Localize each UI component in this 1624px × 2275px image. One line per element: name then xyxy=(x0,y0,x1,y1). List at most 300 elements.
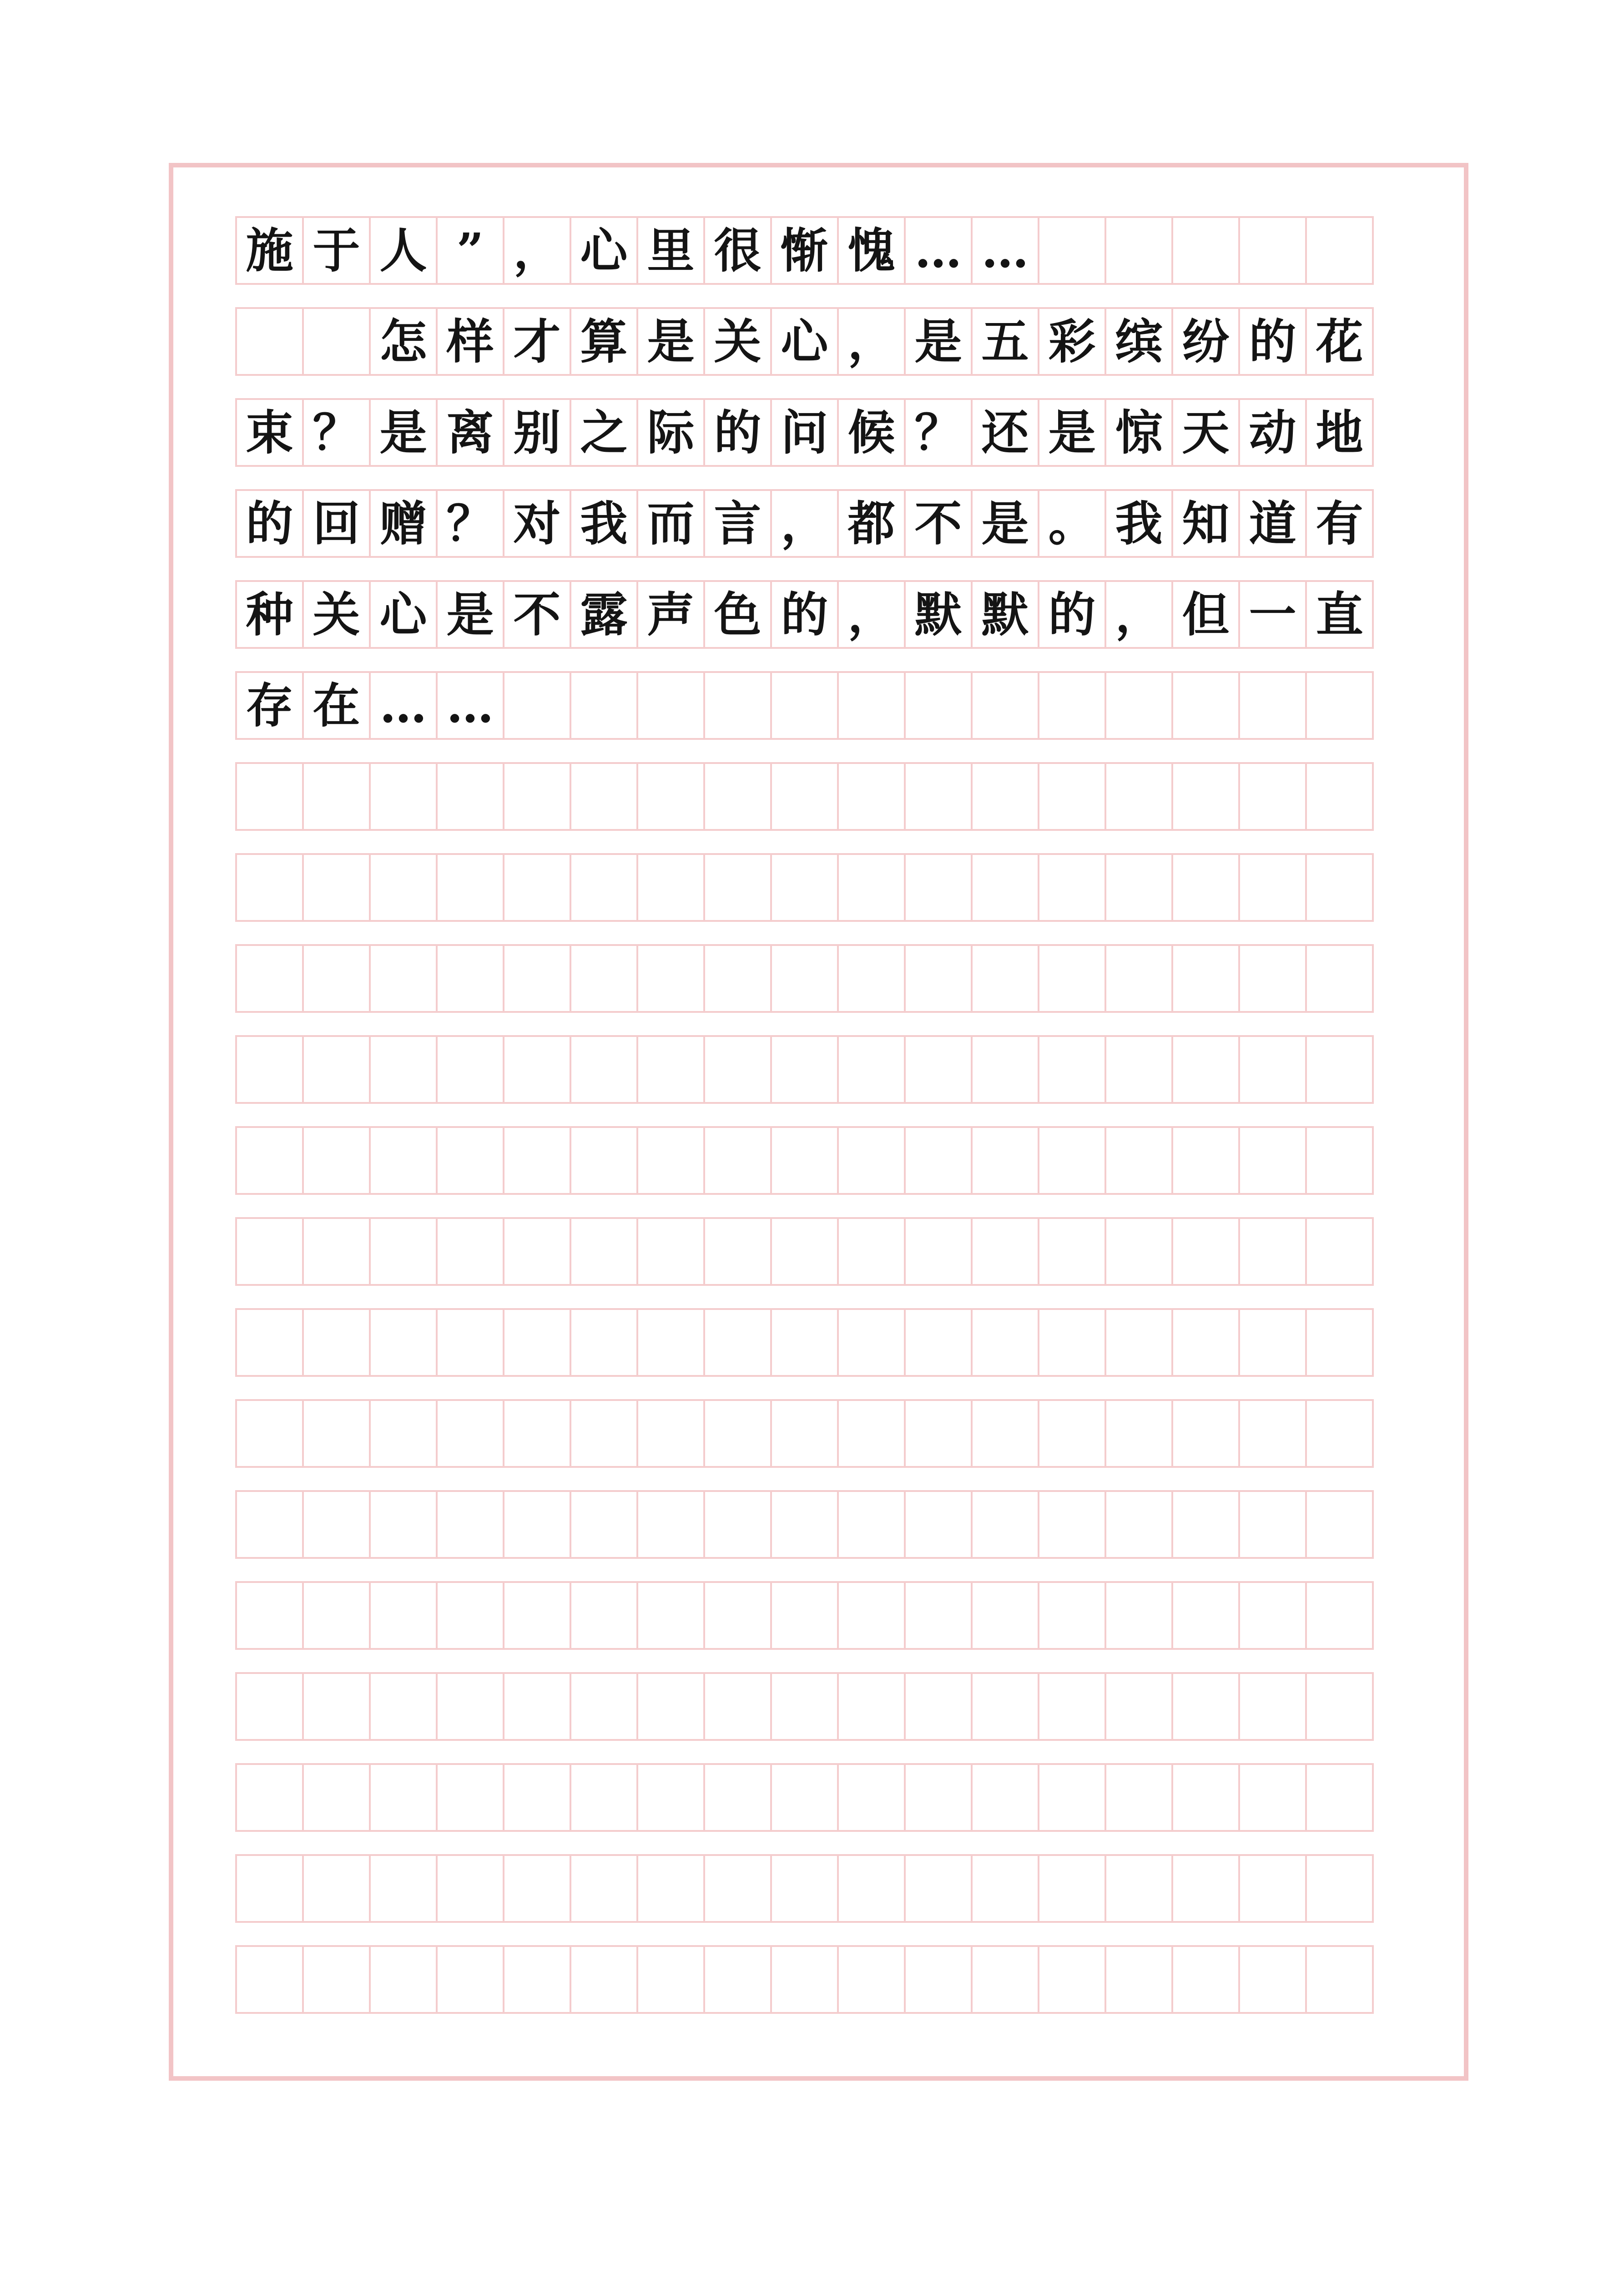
grid-cell xyxy=(971,1854,1039,1923)
grid-cell: 问 xyxy=(770,398,839,467)
grid-cell xyxy=(1238,762,1307,831)
grid-cell xyxy=(636,1035,705,1104)
grid-cell xyxy=(1171,1217,1240,1286)
grid-cell xyxy=(1038,853,1106,922)
grid-cell xyxy=(636,1126,705,1195)
grid-cell xyxy=(1238,1126,1307,1195)
grid-cell xyxy=(636,671,705,740)
grid-cell xyxy=(570,853,638,922)
grid-cell: … xyxy=(369,671,438,740)
grid-row xyxy=(235,1763,1403,1832)
grid-cell xyxy=(570,944,638,1013)
grid-cell: 缤 xyxy=(1105,307,1173,376)
grid-cell xyxy=(837,1945,906,2014)
grid-cell xyxy=(1105,1672,1173,1741)
grid-cell xyxy=(436,1217,504,1286)
grid-cell xyxy=(971,1945,1039,2014)
grid-cell xyxy=(837,1035,906,1104)
grid-cell xyxy=(837,944,906,1013)
grid-cell xyxy=(1305,1126,1374,1195)
grid-cell: 心 xyxy=(770,307,839,376)
grid-cell xyxy=(636,944,705,1013)
grid-cell: 怎 xyxy=(369,307,438,376)
grid-cell: 愧 xyxy=(837,216,906,285)
grid-cell xyxy=(1171,1126,1240,1195)
grid-cell xyxy=(904,1672,973,1741)
grid-cell xyxy=(503,1126,571,1195)
grid-cell: 花 xyxy=(1305,307,1374,376)
grid-cell: 心 xyxy=(369,580,438,649)
grid-cell xyxy=(837,1308,906,1377)
grid-cell xyxy=(1105,1490,1173,1559)
grid-cell xyxy=(436,1581,504,1650)
grid-cell: 不 xyxy=(904,489,973,558)
grid-cell xyxy=(971,944,1039,1013)
grid-cell: 但 xyxy=(1171,580,1240,649)
grid-cell xyxy=(503,1035,571,1104)
grid-cell xyxy=(1305,1763,1374,1832)
grid-cell xyxy=(770,1217,839,1286)
grid-cell xyxy=(703,1308,772,1377)
grid-cell: 离 xyxy=(436,398,504,467)
grid-cell: 别 xyxy=(503,398,571,467)
grid-cell xyxy=(503,1945,571,2014)
grid-row xyxy=(235,671,1403,740)
grid-cell xyxy=(770,1490,839,1559)
grid-cell xyxy=(703,1217,772,1286)
grid-cell xyxy=(570,1308,638,1377)
grid-cell xyxy=(1171,671,1240,740)
grid-row xyxy=(235,1581,1403,1650)
grid-cell xyxy=(1105,1217,1173,1286)
grid-cell xyxy=(436,1854,504,1923)
grid-cell xyxy=(1105,1399,1173,1468)
grid-cell xyxy=(1305,1490,1374,1559)
grid-cell xyxy=(703,671,772,740)
grid-cell xyxy=(369,1399,438,1468)
grid-cell xyxy=(1038,1854,1106,1923)
grid-cell xyxy=(904,1763,973,1832)
grid-cell xyxy=(1105,1945,1173,2014)
grid-cell xyxy=(1038,1945,1106,2014)
grid-cell xyxy=(235,1945,304,2014)
grid-cell xyxy=(570,762,638,831)
grid-cell xyxy=(235,1217,304,1286)
grid-cell: ， xyxy=(837,307,906,376)
grid-cell xyxy=(1238,671,1307,740)
grid-cell: 五 xyxy=(971,307,1039,376)
grid-cell xyxy=(904,1581,973,1650)
grid-cell xyxy=(503,1581,571,1650)
grid-cell xyxy=(904,1035,973,1104)
grid-cell xyxy=(302,1763,371,1832)
grid-cell xyxy=(904,1217,973,1286)
grid-cell xyxy=(369,1490,438,1559)
grid-cell: 纷 xyxy=(1171,307,1240,376)
grid-cell xyxy=(235,762,304,831)
grid-cell xyxy=(302,853,371,922)
grid-cell xyxy=(904,1126,973,1195)
grid-cell xyxy=(1105,1035,1173,1104)
grid-cell xyxy=(1305,853,1374,922)
grid-cell xyxy=(235,1581,304,1650)
grid-cell xyxy=(570,1945,638,2014)
grid-cell xyxy=(1238,1490,1307,1559)
grid-cell: 很 xyxy=(703,216,772,285)
grid-cell: 的 xyxy=(1038,580,1106,649)
grid-cell xyxy=(302,1308,371,1377)
grid-cell xyxy=(770,1581,839,1650)
grid-cell xyxy=(971,1399,1039,1468)
grid-cell xyxy=(1171,1035,1240,1104)
grid-row xyxy=(235,398,1403,467)
grid-row xyxy=(235,944,1403,1013)
grid-cell xyxy=(904,853,973,922)
grid-row xyxy=(235,1217,1403,1286)
grid-cell xyxy=(837,1490,906,1559)
grid-cell xyxy=(503,1308,571,1377)
grid-row xyxy=(235,307,1403,376)
grid-cell xyxy=(837,1854,906,1923)
grid-row xyxy=(235,489,1403,558)
grid-cell xyxy=(302,944,371,1013)
grid-cell xyxy=(503,762,571,831)
grid-cell xyxy=(1238,1763,1307,1832)
grid-cell xyxy=(302,1399,371,1468)
grid-cell xyxy=(1238,1399,1307,1468)
grid-cell xyxy=(302,762,371,831)
grid-cell xyxy=(770,1308,839,1377)
grid-cell xyxy=(904,1854,973,1923)
grid-cell: 样 xyxy=(436,307,504,376)
grid-cell xyxy=(302,1035,371,1104)
grid-cell: 里 xyxy=(636,216,705,285)
grid-cell xyxy=(703,1490,772,1559)
grid-cell xyxy=(1238,1035,1307,1104)
grid-cell: 知 xyxy=(1171,489,1240,558)
grid-cell xyxy=(1238,1945,1307,2014)
grid-cell xyxy=(302,1217,371,1286)
grid-cell xyxy=(703,1126,772,1195)
grid-cell xyxy=(1305,1945,1374,2014)
grid-cell xyxy=(436,1399,504,1468)
grid-cell xyxy=(1238,944,1307,1013)
grid-cell: 地 xyxy=(1305,398,1374,467)
grid-cell xyxy=(1305,1308,1374,1377)
grid-cell xyxy=(1171,1945,1240,2014)
grid-cell xyxy=(1171,944,1240,1013)
grid-cell xyxy=(636,853,705,922)
grid-cell xyxy=(904,1399,973,1468)
grid-cell xyxy=(636,1854,705,1923)
grid-cell xyxy=(1105,1126,1173,1195)
grid-cell xyxy=(1038,1672,1106,1741)
grid-cell: 对 xyxy=(503,489,571,558)
grid-cell xyxy=(235,1308,304,1377)
grid-cell xyxy=(837,1399,906,1468)
grid-cell: 的 xyxy=(235,489,304,558)
grid-cell xyxy=(436,853,504,922)
grid-cell xyxy=(1305,671,1374,740)
grid-cell xyxy=(235,1672,304,1741)
grid-cell xyxy=(636,1581,705,1650)
grid-cell xyxy=(1038,1763,1106,1832)
grid-cell xyxy=(369,1945,438,2014)
grid-cell xyxy=(235,944,304,1013)
grid-cell xyxy=(1238,216,1307,285)
grid-cell xyxy=(503,1399,571,1468)
grid-cell xyxy=(904,762,973,831)
grid-cell xyxy=(837,1126,906,1195)
grid-cell xyxy=(971,1581,1039,1650)
grid-cell xyxy=(302,1490,371,1559)
grid-cell xyxy=(971,1308,1039,1377)
grid-cell xyxy=(837,762,906,831)
grid-cell xyxy=(703,944,772,1013)
grid-row xyxy=(235,216,1403,285)
grid-cell xyxy=(369,944,438,1013)
grid-cell xyxy=(770,944,839,1013)
grid-cell xyxy=(369,1308,438,1377)
grid-cell xyxy=(1238,1308,1307,1377)
grid-cell: 不 xyxy=(503,580,571,649)
grid-cell: 之 xyxy=(570,398,638,467)
grid-cell xyxy=(1171,1763,1240,1832)
grid-cell xyxy=(703,1035,772,1104)
grid-cell xyxy=(703,1763,772,1832)
grid-cell: 彩 xyxy=(1038,307,1106,376)
grid-cell: ” xyxy=(436,216,504,285)
grid-cell: 惭 xyxy=(770,216,839,285)
grid-cell xyxy=(971,1763,1039,1832)
grid-cell xyxy=(1171,1399,1240,1468)
grid-cell: 束 xyxy=(235,398,304,467)
grid-cell: 关 xyxy=(302,580,371,649)
grid-cell xyxy=(1038,671,1106,740)
grid-cell xyxy=(837,1581,906,1650)
grid-cell xyxy=(1105,853,1173,922)
grid-cell xyxy=(837,1217,906,1286)
grid-cell: 心 xyxy=(570,216,638,285)
grid-cell xyxy=(570,1763,638,1832)
grid-cell: 言 xyxy=(703,489,772,558)
grid-cell: 惊 xyxy=(1105,398,1173,467)
grid-cell xyxy=(636,1399,705,1468)
grid-cell xyxy=(570,1035,638,1104)
grid-cell xyxy=(570,1217,638,1286)
grid-cell xyxy=(703,1581,772,1650)
grid-cell xyxy=(1238,1581,1307,1650)
grid-cell xyxy=(1105,1854,1173,1923)
grid-cell xyxy=(971,1490,1039,1559)
grid-cell xyxy=(703,1945,772,2014)
grid-cell xyxy=(770,671,839,740)
grid-cell xyxy=(369,1763,438,1832)
grid-cell: 的 xyxy=(1238,307,1307,376)
grid-cell xyxy=(235,1399,304,1468)
grid-cell: ？ xyxy=(904,398,973,467)
grid-cell xyxy=(770,1854,839,1923)
grid-cell: 是 xyxy=(436,580,504,649)
grid-cell xyxy=(503,1763,571,1832)
grid-cell xyxy=(1038,762,1106,831)
grid-cell xyxy=(235,1763,304,1832)
grid-cell: 道 xyxy=(1238,489,1307,558)
grid-cell xyxy=(503,1672,571,1741)
grid-cell: 是 xyxy=(369,398,438,467)
grid-cell: ？ xyxy=(302,398,371,467)
grid-cell xyxy=(369,1672,438,1741)
grid-row xyxy=(235,1945,1403,2014)
grid-cell: 还 xyxy=(971,398,1039,467)
grid-row xyxy=(235,853,1403,922)
grid-cell xyxy=(904,1308,973,1377)
grid-cell: 都 xyxy=(837,489,906,558)
grid-cell: 默 xyxy=(904,580,973,649)
grid-cell: 直 xyxy=(1305,580,1374,649)
grid-cell xyxy=(971,1672,1039,1741)
grid-cell xyxy=(904,671,973,740)
grid-cell: 施 xyxy=(235,216,304,285)
grid-cell xyxy=(235,1126,304,1195)
grid-cell xyxy=(1171,762,1240,831)
grid-cell xyxy=(837,1763,906,1832)
grid-cell: 默 xyxy=(971,580,1039,649)
grid-cell xyxy=(1105,1581,1173,1650)
grid-row xyxy=(235,580,1403,649)
grid-cell xyxy=(837,853,906,922)
grid-cell: 天 xyxy=(1171,398,1240,467)
grid-cell xyxy=(302,1854,371,1923)
grid-cell xyxy=(1238,1854,1307,1923)
grid-cell xyxy=(770,1126,839,1195)
grid-cell xyxy=(1105,762,1173,831)
grid-cell: ， xyxy=(1105,580,1173,649)
grid-cell xyxy=(1038,1126,1106,1195)
grid-cell: … xyxy=(904,216,973,285)
grid-cell: … xyxy=(436,671,504,740)
grid-cell xyxy=(1105,944,1173,1013)
grid-cell: 是 xyxy=(971,489,1039,558)
grid-cell xyxy=(703,762,772,831)
grid-cell xyxy=(503,944,571,1013)
grid-cell xyxy=(1305,944,1374,1013)
grid-cell xyxy=(636,762,705,831)
grid-cell xyxy=(235,1035,304,1104)
grid-cell xyxy=(436,1035,504,1104)
grid-cell xyxy=(1171,1581,1240,1650)
grid-cell xyxy=(436,762,504,831)
grid-cell xyxy=(1305,1217,1374,1286)
grid-row xyxy=(235,1399,1403,1468)
grid-cell: 声 xyxy=(636,580,705,649)
grid-cell: 候 xyxy=(837,398,906,467)
grid-cell xyxy=(971,1217,1039,1286)
grid-cell xyxy=(570,1672,638,1741)
grid-cell xyxy=(770,762,839,831)
grid-row xyxy=(235,1035,1403,1104)
grid-cell xyxy=(971,1126,1039,1195)
grid-cell xyxy=(369,1581,438,1650)
grid-cell xyxy=(570,1490,638,1559)
grid-cell: 际 xyxy=(636,398,705,467)
grid-cell xyxy=(436,1490,504,1559)
grid-cell xyxy=(436,1126,504,1195)
grid-cell xyxy=(770,1763,839,1832)
grid-cell xyxy=(235,307,304,376)
grid-row xyxy=(235,762,1403,831)
grid-cell xyxy=(302,1126,371,1195)
grid-cell xyxy=(1305,1854,1374,1923)
grid-cell xyxy=(904,1945,973,2014)
grid-cell xyxy=(436,944,504,1013)
grid-cell: 才 xyxy=(503,307,571,376)
grid-cell xyxy=(436,1763,504,1832)
grid-cell xyxy=(1305,1672,1374,1741)
grid-cell xyxy=(1305,762,1374,831)
grid-cell: 有 xyxy=(1305,489,1374,558)
grid-cell: ？ xyxy=(436,489,504,558)
grid-cell xyxy=(369,853,438,922)
grid-cell xyxy=(1105,671,1173,740)
grid-cell: 动 xyxy=(1238,398,1307,467)
grid-cell xyxy=(837,671,906,740)
grid-cell: 色 xyxy=(703,580,772,649)
grid-cell xyxy=(436,1672,504,1741)
grid-cell xyxy=(369,1217,438,1286)
grid-cell: ， xyxy=(503,216,571,285)
grid-cell: … xyxy=(971,216,1039,285)
grid-cell xyxy=(636,1490,705,1559)
grid-row xyxy=(235,1854,1403,1923)
grid-cell xyxy=(971,671,1039,740)
grid-cell xyxy=(1038,944,1106,1013)
grid-cell xyxy=(770,853,839,922)
grid-cell: 是 xyxy=(904,307,973,376)
grid-cell xyxy=(1105,1763,1173,1832)
grid-cell xyxy=(369,1035,438,1104)
grid-cell xyxy=(1171,1490,1240,1559)
grid-cell xyxy=(1038,1581,1106,1650)
grid-cell xyxy=(1238,1217,1307,1286)
grid-cell: 。 xyxy=(1038,489,1106,558)
grid-cell xyxy=(837,1672,906,1741)
grid-cell: 赠 xyxy=(369,489,438,558)
grid-cell xyxy=(1305,1399,1374,1468)
grid-cell xyxy=(369,1126,438,1195)
grid-cell xyxy=(302,1945,371,2014)
grid-cell xyxy=(503,671,571,740)
grid-cell xyxy=(235,853,304,922)
grid-cell xyxy=(570,671,638,740)
grid-cell xyxy=(369,1854,438,1923)
grid-row xyxy=(235,1672,1403,1741)
grid-cell xyxy=(703,1854,772,1923)
grid-cell xyxy=(1038,1217,1106,1286)
grid-cell xyxy=(636,1763,705,1832)
grid-cell: 的 xyxy=(770,580,839,649)
grid-cell xyxy=(1171,853,1240,922)
grid-cell xyxy=(503,853,571,922)
grid-cell xyxy=(503,1490,571,1559)
grid-cell xyxy=(1038,1490,1106,1559)
grid-cell xyxy=(703,1399,772,1468)
grid-cell: 我 xyxy=(1105,489,1173,558)
grid-cell xyxy=(369,762,438,831)
grid-cell xyxy=(971,853,1039,922)
grid-cell xyxy=(770,1672,839,1741)
grid-cell xyxy=(503,1854,571,1923)
